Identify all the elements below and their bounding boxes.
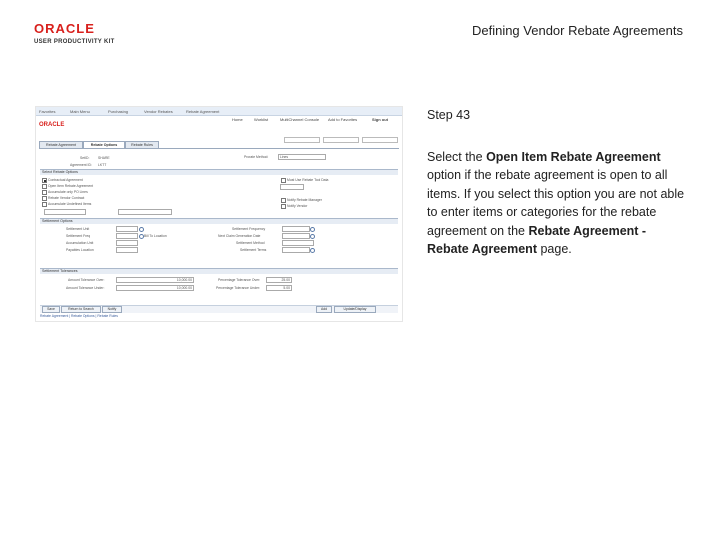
nav-signout-link[interactable]: Sign out xyxy=(372,117,388,122)
settlement-method-label: Settlement Method xyxy=(236,241,265,245)
settlement-terms-input[interactable] xyxy=(282,247,310,253)
lookup-icon[interactable] xyxy=(310,248,315,253)
oracle-mark: ORACLE xyxy=(39,122,65,128)
nav-multichannel-link[interactable]: MultiChannel Console xyxy=(280,117,320,122)
undefined-option-select[interactable] xyxy=(44,209,86,215)
amount-tolerance-over-label: Amount Tolerance Over: xyxy=(68,278,105,282)
tab-panel-border xyxy=(39,148,399,149)
percentage-tolerance-over-input[interactable]: 25.00 xyxy=(266,277,292,283)
settlement-freq-label: Settlement Freq xyxy=(66,234,91,238)
section-select-rebate-options: Select Rebate Options xyxy=(40,169,398,175)
next-claim-date-input[interactable] xyxy=(282,233,310,239)
oracle-upk-logo xyxy=(34,22,124,45)
payables-location-input[interactable] xyxy=(116,247,138,253)
application-screenshot xyxy=(35,106,403,322)
breadcrumb-item[interactable]: Rebate Agreement xyxy=(186,109,220,114)
amount-tolerance-over-input[interactable]: 10,000.00 xyxy=(116,277,194,283)
return-to-search-button[interactable]: Return to Search xyxy=(61,306,101,313)
settlement-frequency-label: Settlement Frequency xyxy=(232,227,266,231)
rebate-date-select[interactable] xyxy=(280,184,304,190)
breadcrumb xyxy=(36,107,402,116)
setid-label: SetID: xyxy=(80,156,90,160)
customize-page-link[interactable] xyxy=(362,137,398,143)
save-button[interactable]: Save xyxy=(42,306,60,313)
settlement-unit-label: Settlement Unit xyxy=(66,227,90,231)
step-text: page. xyxy=(537,242,572,257)
contractual-agreement-checkbox[interactable] xyxy=(42,178,47,183)
must-use-tool-data-checkbox[interactable] xyxy=(281,178,286,183)
step-description xyxy=(427,148,689,258)
next-claim-date-label: Next Claim Generation Date xyxy=(218,234,261,238)
step-bold-option: Open Item Rebate Agreement xyxy=(486,150,661,164)
contractual-agreement-label: Contractual Agreement xyxy=(48,178,83,182)
settlement-method-select[interactable] xyxy=(282,240,314,246)
rebate-vendor-contract-checkbox[interactable] xyxy=(42,196,47,201)
accumulate-undefined-checkbox[interactable] xyxy=(42,202,47,207)
logo-wordmark: ORACLE xyxy=(34,21,95,36)
lookup-icon[interactable] xyxy=(310,227,315,232)
must-use-tool-data-label: Must Use Rebate Tool Data xyxy=(287,178,329,182)
breadcrumb-item[interactable]: Purchasing xyxy=(108,109,129,114)
percentage-tolerance-under-label: Percentage Tolerance Under: xyxy=(216,286,261,290)
amount-tolerance-under-input[interactable]: 10,000.00 xyxy=(116,285,194,291)
tab-rebate-options[interactable]: Rebate Options xyxy=(83,141,125,148)
settlement-unit-input[interactable] xyxy=(116,226,138,232)
percentage-tolerance-under-input[interactable]: 5.00 xyxy=(266,285,292,291)
tab-rebate-agreement[interactable]: Rebate Agreement xyxy=(39,141,83,148)
agreement-id-value: LKTT xyxy=(98,163,107,167)
step-bold-page: Rebate Agreement - Rebate Agreement xyxy=(427,223,647,257)
accumulate-po-lines-label: Accumulate only PO Lines xyxy=(48,190,88,194)
open-item-rebate-checkbox[interactable] xyxy=(42,184,47,189)
step-label: Step 43 xyxy=(427,108,471,122)
settlement-frequency-input[interactable] xyxy=(282,226,310,232)
undefined-option-select-2[interactable] xyxy=(118,209,172,215)
agreement-id-label: Agreement ID: xyxy=(70,163,92,167)
setid-value: SHARE xyxy=(98,156,110,160)
rebate-vendor-contract-label: Rebate Vendor Contract xyxy=(48,196,85,200)
notify-rebate-manager-label: Notify Rebate Manager xyxy=(287,198,322,202)
calendar-icon[interactable] xyxy=(310,234,315,239)
top-nav xyxy=(36,116,402,122)
nav-worklist-link[interactable]: Worklist xyxy=(254,117,269,122)
breadcrumb-item[interactable]: Vendor Rebates xyxy=(144,109,173,114)
amount-tolerance-under-label: Amount Tolerance Under: xyxy=(66,286,105,290)
lookup-icon[interactable] xyxy=(139,227,144,232)
accumulate-po-lines-checkbox[interactable] xyxy=(42,190,47,195)
settlement-freq-input[interactable] xyxy=(116,233,138,239)
breadcrumb-item[interactable]: Favorites xyxy=(39,109,56,114)
accumulate-undefined-label: Accumulate Undefined Items xyxy=(48,202,92,206)
accumulation-unit-label: Accumulation Unit xyxy=(66,241,94,245)
notify-rebate-manager-checkbox[interactable] xyxy=(281,198,286,203)
bill-to-location-label: Bill To Location xyxy=(144,234,167,238)
accumulation-unit-input[interactable] xyxy=(116,240,138,246)
section-settlement-tolerances: Settlement Tolerances xyxy=(40,268,398,274)
notify-vendor-checkbox[interactable] xyxy=(281,204,286,209)
add-button[interactable]: Add xyxy=(316,306,332,313)
new-window-link[interactable] xyxy=(284,137,320,143)
breadcrumb-item[interactable]: Main Menu xyxy=(70,109,90,114)
settlement-terms-label: Settlement Terms xyxy=(240,248,267,252)
prorate-method-select[interactable]: Lines xyxy=(278,154,326,160)
page-links xyxy=(282,137,398,143)
step-text: Select the xyxy=(427,150,487,164)
section-settlement-options: Settlement Options xyxy=(40,218,398,224)
logo-subtitle: USER PRODUCTIVITY KIT xyxy=(34,39,115,45)
prorate-method-label: Prorate Method: xyxy=(244,155,269,159)
tab-rebate-rules[interactable]: Rebate Rules xyxy=(125,141,159,148)
percentage-tolerance-over-label: Percentage Tolerance Over: xyxy=(218,278,261,282)
help-link[interactable] xyxy=(323,137,359,143)
notify-vendor-label: Notify Vendor xyxy=(287,204,308,208)
nav-favorites-link[interactable]: Add to Favorites xyxy=(328,117,358,122)
notify-button[interactable]: Notify xyxy=(102,306,122,313)
step-text: option if the rebate agreement is open to all items. If you select this option you are not able to enter items or categories for the rebate agreement on the xyxy=(427,168,685,238)
payables-location-label: Payables Location xyxy=(66,248,94,252)
open-item-rebate-label: Open Item Rebate Agreement xyxy=(48,184,94,188)
page-footer-links[interactable]: Rebate Agreement | Rebate Options | Rebate Rules xyxy=(40,314,118,318)
update-display-button[interactable]: Update/Display xyxy=(334,306,376,313)
nav-home-link[interactable]: Home xyxy=(232,117,243,122)
document-title: Defining Vendor Rebate Agreements xyxy=(471,23,683,38)
